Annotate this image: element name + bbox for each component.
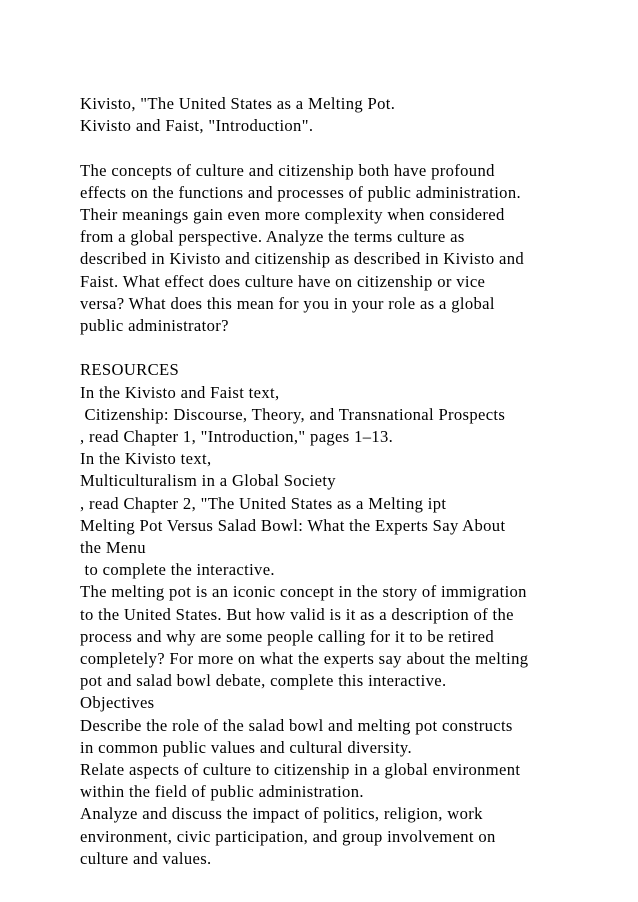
resource-line: The melting pot is an iconic concept in the story of immigration: [80, 582, 527, 602]
objectives-heading: Objectives: [80, 693, 155, 713]
resource-line: , read Chapter 2, "The United States as a Melting ipt: [80, 493, 447, 513]
paragraph-gap: [80, 137, 632, 159]
resource-line: the Menu: [80, 538, 146, 558]
citation-line: Kivisto and Faist, "Introduction".: [80, 116, 314, 136]
resource-line: In the Kivisto and Faist text,: [80, 382, 280, 402]
citation-line: Kivisto, "The United States as a Melting Pot.: [80, 94, 396, 113]
resource-line: Multiculturalism in a Global Society: [80, 471, 336, 491]
prompt-line: described in Kivisto and citizenship as described in Kivisto and: [80, 249, 525, 269]
resources-heading: RESOURCES: [80, 360, 180, 380]
prompt-line: Faist. What effect does culture have on citizenship or vice: [80, 271, 486, 291]
resource-line: Melting Pot Versus Salad Bowl: What the Experts Say About: [80, 515, 506, 535]
resource-line: completely? For more on what the experts say about the melting: [80, 649, 529, 669]
document-body: [80, 93, 632, 870]
resource-line: to the United States. But how valid is it as a description of the: [80, 604, 514, 624]
objective-line: Relate aspects of culture to citizenship in a global environment: [80, 760, 521, 780]
resource-line: , read Chapter 1, "Introduction," pages 1–13.: [80, 427, 394, 447]
objective-line: environment, civic participation, and group involvement on: [80, 826, 496, 846]
objective-line: culture and values.: [80, 848, 212, 868]
objective-line: in common public values and cultural diversity.: [80, 737, 412, 757]
paragraph-gap: [80, 337, 632, 359]
objective-line: within the field of public administration.: [80, 782, 364, 802]
prompt-line: from a global perspective. Analyze the terms culture as: [80, 227, 465, 247]
resource-line: pot and salad bowl debate, complete this interactive.: [80, 671, 447, 691]
prompt-line: The concepts of culture and citizenship both have profound: [80, 160, 495, 180]
objective-line: Describe the role of the salad bowl and melting pot constructs: [80, 715, 513, 735]
resource-line: to complete the interactive.: [80, 560, 275, 580]
prompt-line: public administrator?: [80, 316, 229, 336]
resource-line: In the Kivisto text,: [80, 449, 212, 469]
objective-line: Analyze and discuss the impact of politics, religion, work: [80, 804, 483, 824]
resource-line: process and why are some people calling for it to be retired: [80, 626, 495, 646]
prompt-line: effects on the functions and processes of public administration.: [80, 182, 521, 202]
resource-line: Citizenship: Discourse, Theory, and Transnational Prospects: [80, 404, 506, 424]
prompt-line: Their meanings gain even more complexity when considered: [80, 205, 505, 224]
prompt-line: versa? What does this mean for you in your role as a global: [80, 293, 495, 313]
